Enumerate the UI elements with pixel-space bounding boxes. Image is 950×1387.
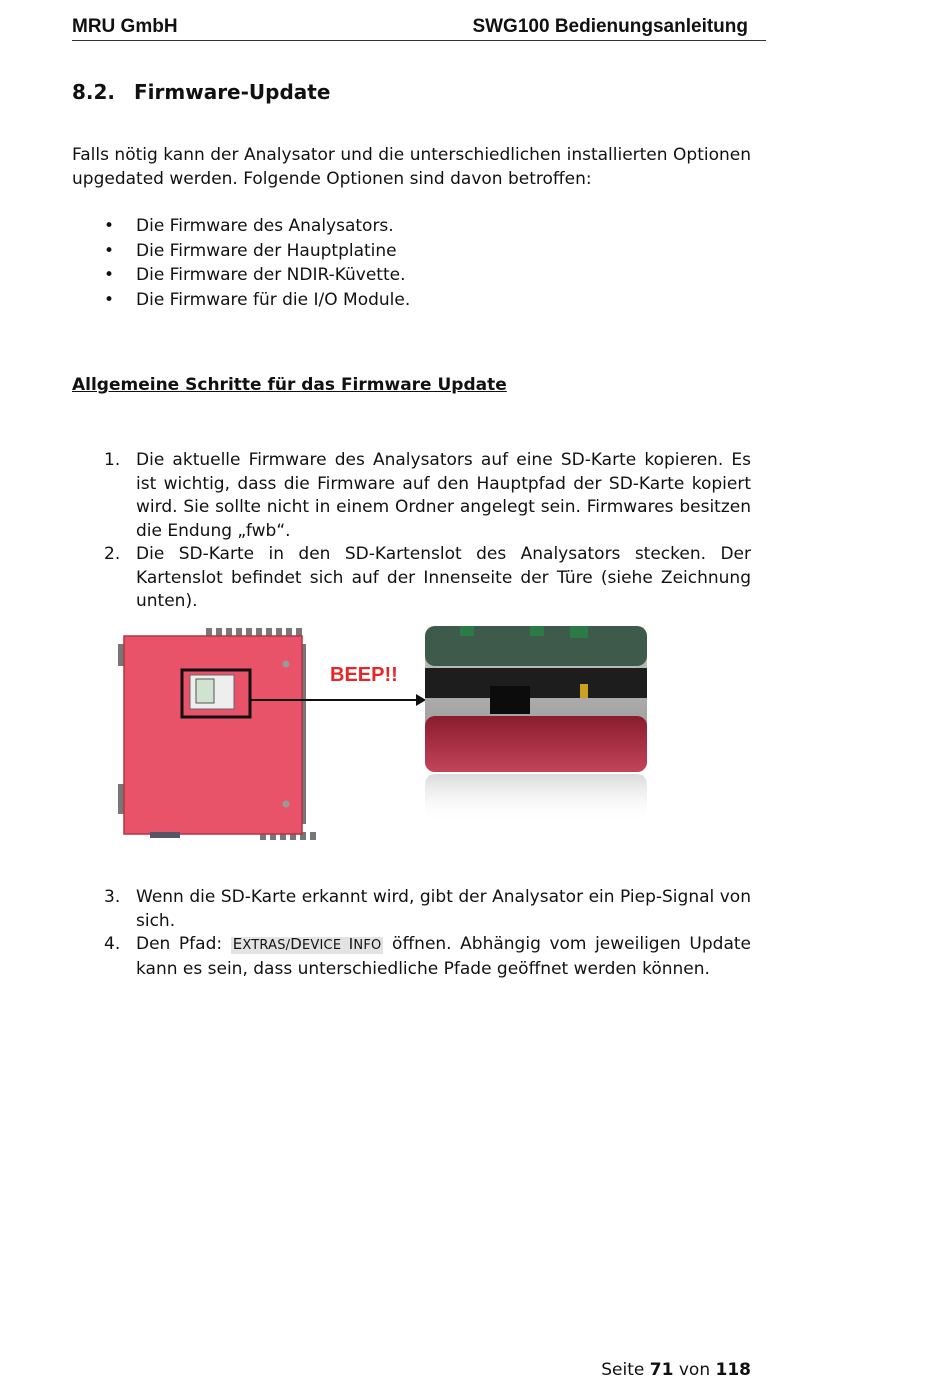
step-item: 4. Den Pfad: EXTRAS/DEVICE INFO öffnen. Abhängig vom jeweiligen Update kann es sein, dass unterschiedliche Pfade geöffnet werden können.	[104, 934, 751, 979]
manual-title: SWG100 Bedienungsanleitung	[472, 16, 748, 37]
list-item: • Die Firmware für die I/O Module.	[72, 289, 751, 314]
beep-label: BEEP!!	[330, 664, 398, 686]
list-item: • Die Firmware der Hauptplatine	[72, 240, 751, 265]
bullet-icon: •	[104, 265, 115, 285]
page-header	[72, 14, 766, 41]
steps-list-part1	[72, 449, 751, 614]
section-heading	[72, 80, 330, 104]
page-number: 71	[649, 1360, 674, 1380]
analyzer-illustration	[110, 624, 650, 846]
step-item: 1. Die aktuelle Firmware des Analysators auf eine SD-Karte kopieren. Es ist wichtig, dass die Firmware auf den Hauptpfad der SD-Karte kopiert wird. Sie sollte nicht in einem Ordner angelegt sein. Firmwares besitzen die Endung „fwb“.	[104, 450, 751, 541]
step-item: 2. Die SD-Karte in den SD-Kartenslot des Analysators stecken. Der Kartenslot befindet sich auf der Innenseite der Türe (siehe Zeichnung unten).	[104, 544, 751, 611]
steps-list-part2	[72, 886, 751, 981]
list-item: • Die Firmware der NDIR-Küvette.	[72, 264, 751, 289]
menu-path: EXTRAS/DEVICE INFO	[232, 935, 382, 953]
page-total: 118	[715, 1360, 751, 1380]
bullet-icon: •	[104, 240, 115, 261]
intro-paragraph: Falls nötig kann der Analysator und die unterschiedlichen installierten Optionen upgedated werden. Folgende Optionen sind davon betroffen:	[72, 145, 751, 189]
company-name: MRU GmbH	[72, 16, 178, 37]
section-number: 8.2.	[72, 80, 116, 104]
list-item: • Die Firmware des Analysators.	[72, 215, 751, 240]
bullet-icon: •	[104, 216, 115, 236]
bullet-icon: •	[104, 289, 115, 310]
options-list	[72, 215, 751, 313]
step-item: 3. Wenn die SD-Karte erkannt wird, gibt der Analysator ein Piep-Signal von sich.	[104, 887, 751, 931]
subheading: Allgemeine Schritte für das Firmware Update	[72, 375, 507, 395]
page-footer: Seite 71 von 118	[601, 1360, 751, 1380]
section-title: Firmware-Update	[134, 80, 331, 104]
sd-card-figure	[110, 624, 650, 846]
